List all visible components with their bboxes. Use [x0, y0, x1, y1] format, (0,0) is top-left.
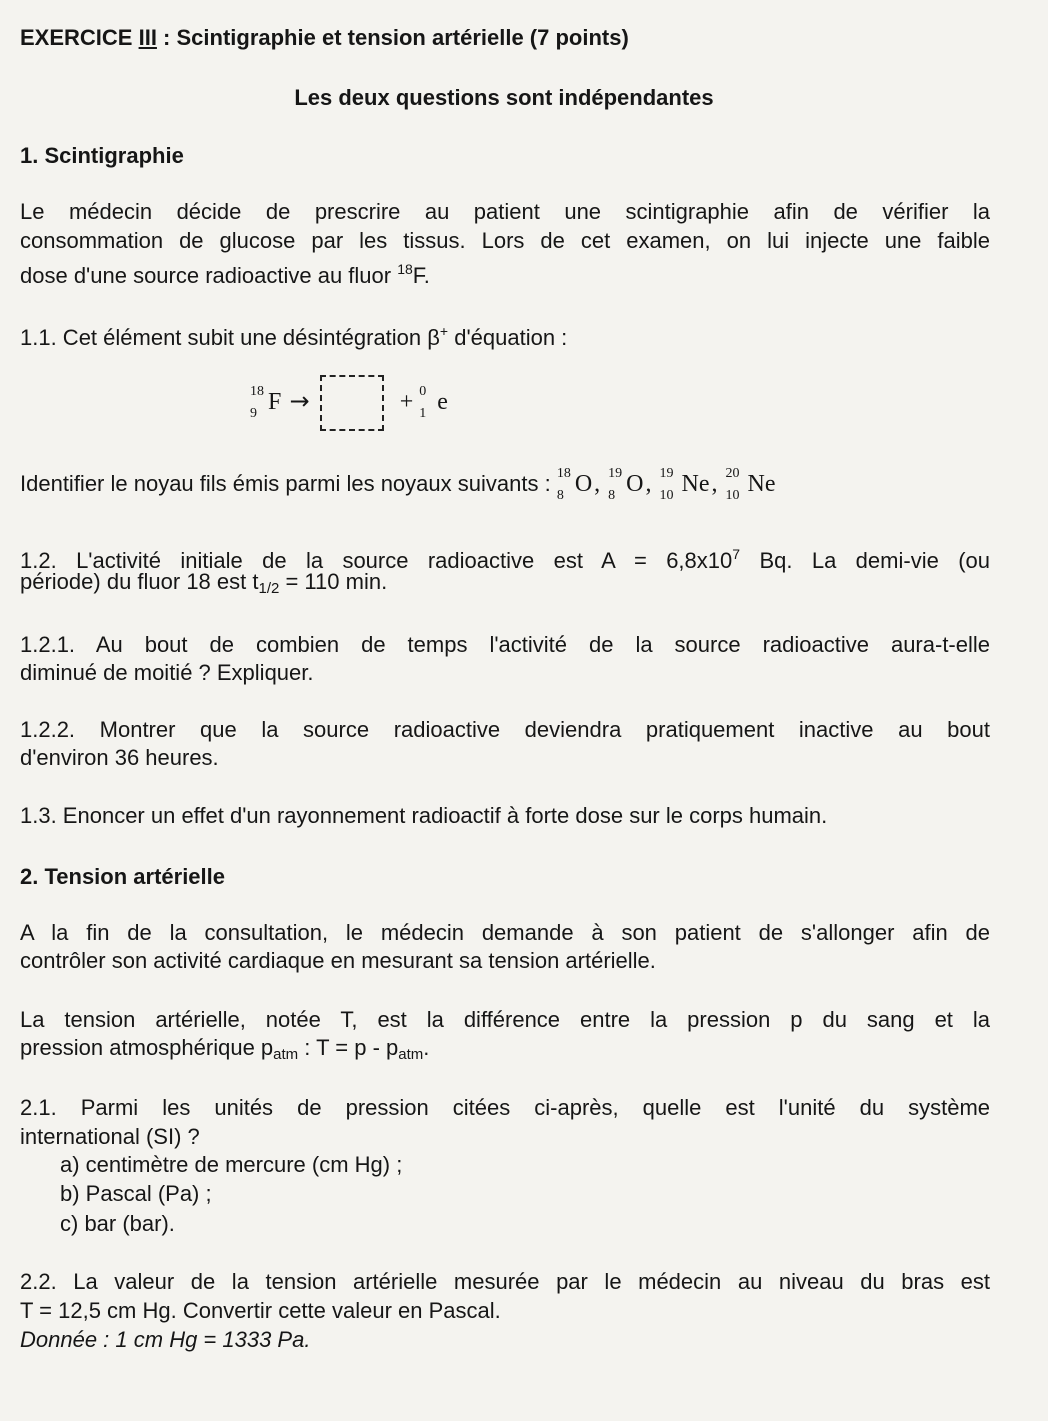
s1-intro-line-2: consommation de glucose par les tissus. Lors de cet examen, on lui injecte une faible — [20, 228, 990, 253]
question-1-2-2-line-2: d'environ 36 heures. — [20, 745, 219, 770]
question-2-1-line-1: 2.1. Parmi les unités de pression citées ci-après, quelle est l'unité du système — [20, 1095, 990, 1120]
separator: , — [594, 471, 601, 497]
separator: , — [645, 471, 652, 497]
candidate-nucleus: 19 10 Ne — [659, 466, 710, 503]
question-1-2-1-line-1: 1.2.1. Au bout de combien de temps l'activité de la source radioactive aura-t-elle — [20, 632, 990, 657]
s2-intro-line-2: contrôler son activité cardiaque en mesurant sa tension artérielle. — [20, 948, 656, 973]
separator: , — [711, 471, 718, 497]
exercise-title — [20, 24, 629, 52]
s1-intro-line-3: dose d'une source radioactive au fluor $^{18}$F. — [20, 261, 430, 288]
daughter-nucleus-placeholder — [320, 375, 384, 431]
given-data: Donnée : 1 cm Hg = 1333 Pa. — [20, 1327, 311, 1352]
option-b: b) Pascal (Pa) ; — [60, 1181, 212, 1206]
arrow: → — [289, 387, 310, 415]
parent-nucleus: 18 9 F — [250, 384, 282, 421]
positron: 0 1 e — [419, 384, 448, 421]
plus-sign: + — [399, 389, 414, 415]
option-a: a) centimètre de mercure (cm Hg) ; — [60, 1152, 403, 1177]
option-c: c) bar (bar). — [60, 1211, 175, 1236]
section-2-heading: 2. Tension artérielle — [20, 864, 226, 889]
question-1-2-line-2: période) du fluor 18 est $t_{1/2} = 110$ min. — [20, 569, 388, 597]
candidate-nucleus: 20 10 Ne — [725, 466, 776, 503]
candidate-nuclei — [556, 466, 778, 503]
question-2-2-line-2: T = 12,5 cm Hg. Convertir cette valeur en Pascal. — [20, 1298, 501, 1323]
beta-symbol: β — [427, 325, 440, 350]
s2-intro-line-1: A la fin de la consultation, le médecin demande à son patient de s'allonger afin de — [20, 920, 990, 945]
question-2-2-line-1: 2.2. La valeur de la tension artérielle mesurée par le médecin au niveau du bras est — [20, 1269, 990, 1294]
question-1-1: 1.1. Cet élément subit une désintégration β+ d'équation : — [20, 323, 568, 350]
fluor-mass-number: 18 — [397, 261, 413, 277]
title-text: EXERCICE III : Scintigraphie et tension artérielle (7 points) — [20, 25, 629, 50]
subtitle: Les deux questions sont indépendantes — [294, 85, 714, 110]
identify-question: Identifier le noyau fils émis parmi les noyaux suivants : 18 8 O, 19 8 O, 19 10 Ne, 20 10 Ne — [20, 466, 776, 503]
tension-definition-line-1: La tension artérielle, notée T, est la différence entre la pression p du sang et la — [20, 1007, 990, 1032]
question-1-2-line-1: 1.2. L'activité initiale de la source radioactive est $A = 6,8x10^7$ Bq. La demi-vie (ou — [20, 546, 990, 573]
s1-intro-line-1: Le médecin décide de prescrire au patient une scintigraphie afin de vérifier la — [20, 199, 990, 224]
candidate-nucleus: 19 8 O — [608, 466, 644, 503]
question-2-1-line-2: international (SI) ? — [20, 1124, 200, 1149]
question-1-2-1-line-2: diminué de moitié ? Expliquer. — [20, 660, 314, 685]
tension-definition-line-2: pression atmosphérique $p_{atm}$ : $T = p - p_{atm}$. — [20, 1035, 430, 1063]
question-1-3: 1.3. Enoncer un effet d'un rayonnement radioactif à forte dose sur le corps humain. — [20, 803, 828, 828]
decay-equation — [250, 373, 450, 429]
candidate-nucleus: 18 8 O — [556, 466, 593, 503]
question-1-2-2-line-1: 1.2.2. Montrer que la source radioactive deviendra pratiquement inactive au bout — [20, 717, 990, 742]
section-1-heading: 1. Scintigraphie — [20, 143, 184, 168]
title-underlined-part: III — [138, 25, 157, 50]
